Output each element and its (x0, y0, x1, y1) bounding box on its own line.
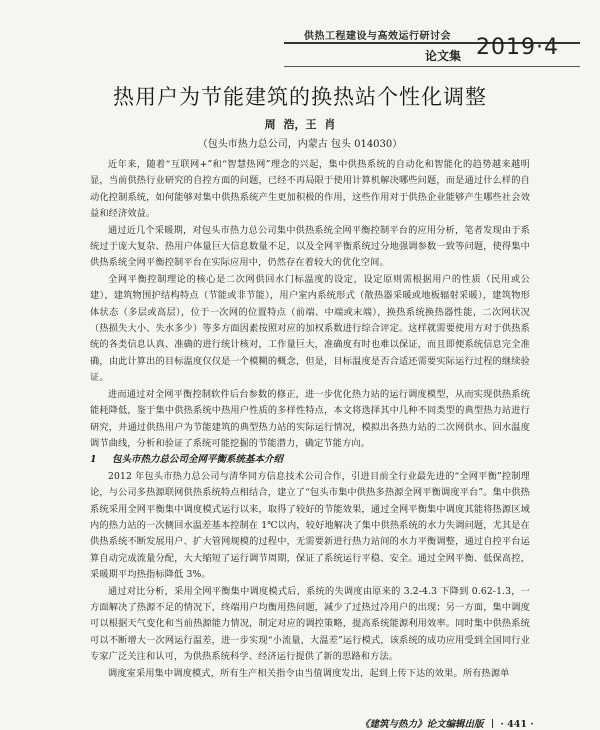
running-footer (360, 716, 590, 730)
running-header (0, 0, 600, 70)
footer-journal: 《建筑与热力》论文编辑出版 (360, 719, 484, 730)
section-heading-title: 包头市热力总公司全网平衡系统基本介绍 (112, 454, 284, 466)
article-title: 热用户为节能建筑的换热站个性化调整 (113, 85, 487, 109)
section-heading (90, 452, 530, 468)
author-affiliation: （包头市热力总公司，内蒙古 包头 014030） (197, 139, 403, 150)
body-paragraph: 全网平衡控制理论的核心是二次网供回水门标温度的设定，设定原则需根据用户的性质（民用或公建），建筑物围护结构特点（节能或非节能），用户室内系统形式（散热器采暖或地板辐射采暖），建筑物形体状态（多层或高层），位于一次网的位置特点（前端、中端或末端），换热系统换热器性能，二次网状况（热损失大小、失水多少）等多方面因素按照对应的加权系数进行综合评定。这样就需要使用方对于供热系统的各类信息认真、准确的进行统计核对，工作量巨大，准确度有时也难以保证，而且即便系统信息完全准确，由此计算出的目标温度仅仅是一个模糊的概念，但是，目标温度是否合适还需要实际运行过程的继续验证。 (90, 273, 530, 384)
body-paragraph: 通过近几个采暖期，对包头市热力总公司集中供热系统全网平衡控制平台的应用分析，笔者发现由于系统过于庞大复杂、热用户体量巨大信息数量不足，以及全网平衡系统过分地强调参数一致等问题，使得集中供热系统全网平衡控制平台在实际应用中，仍然存在着较大的优化空间。 (90, 224, 530, 269)
page-number: · 441 · (500, 719, 534, 730)
body-paragraph: 进而通过对全网平衡控制软件后台参数的修正，进一步优化热力站的运行调度模型，从而实现供热系统能耗降低，鉴于集中供热系统中热用户性质的多样性特点，本文将选择其中几种不同类型的典型热力站进行研究，并通过供热用户为节能建筑的典型热力站的实际运行情况，模拟出各热力站的二次网供水、回水温度调节曲线，分析和验证了系统可能挖掘的节能潜力，确定节能方向。 (90, 388, 530, 449)
body-paragraph: 调度室采用集中调度模式，所有生产相关指令由当值调度发出，起到上传下达的效果。所有热源单 (108, 667, 510, 679)
section-label: 论文集 (425, 49, 462, 63)
journal-name: 供热工程建设与高效运行研讨会 (304, 31, 451, 42)
article-authors: 周 浩，王 肖 (264, 118, 336, 131)
header-rule-bottom (284, 66, 580, 67)
section-heading-number: 1 (90, 454, 97, 466)
issue-number: 2019·4 (476, 35, 559, 60)
body-paragraph: 近年来，随着“互联网+”和“智慧热网”理念的兴起，集中供热系统的自动化和智能化的趋势越来越明显，当前供热行业研究的自控方面的问题，已经不再局限于使用计算机解决哪些问题，而是通过什么样的自动化控制系统，如何能够对集中供热系统产生更加积极的作用，这些作用对于供热企业能够产生哪些社会效益和经济效益。 (90, 159, 530, 220)
body-paragraph: 通过对比分析，采用全网平衡集中调度模式后，系统的失调度由原来的 3.2-4.3 下降到 0.62-1.3，一方面解决了热源不足的情况下，终端用户均衡用热问题，减少了过热过冷用户的出现；另一方面，集中调度可以根据天气变化和当前热源能力情况，制定对应的调控策略，提高系统能源利用效率。同时集中供热系统可以不断增大一次网运行温差，进一步实现“小流量，大温差”运行模式，该系统的成功应用受到全国同行业专家广泛关注和认可，为供热系统科学、经济运行提供了新的思路和方法。 (90, 585, 530, 663)
article-body (90, 157, 530, 682)
body-paragraph: 2012 年包头市热力总公司与清华同方信息技术公司合作，引进目前全行业最先进的“全网平衡”控制理论，与公司多热源联网供热系统特点相结合，建立了“包头市集中供热多热源全网平衡调度平台”。集中供热系统采用全网平衡集中调度模式运行以来，取得了较好的节能效果，通过全网平衡集中调度其能将热源区域内的热力站的一次侧回水温差基本控制在 1℃以内，较好地解决了集中供热系统的水力失调问题，尤其是在供热系统不断发展用户、扩大管网规模的过程中，无需要新进行热力站间的水力平衡调整，通过自控平台运算自动完成流量分配，大大缩短了运行调节周期，保证了系统运行平稳、安全。通过全网平衡、低保高控，采暖期平均热指标降低 3%。 (90, 470, 530, 581)
